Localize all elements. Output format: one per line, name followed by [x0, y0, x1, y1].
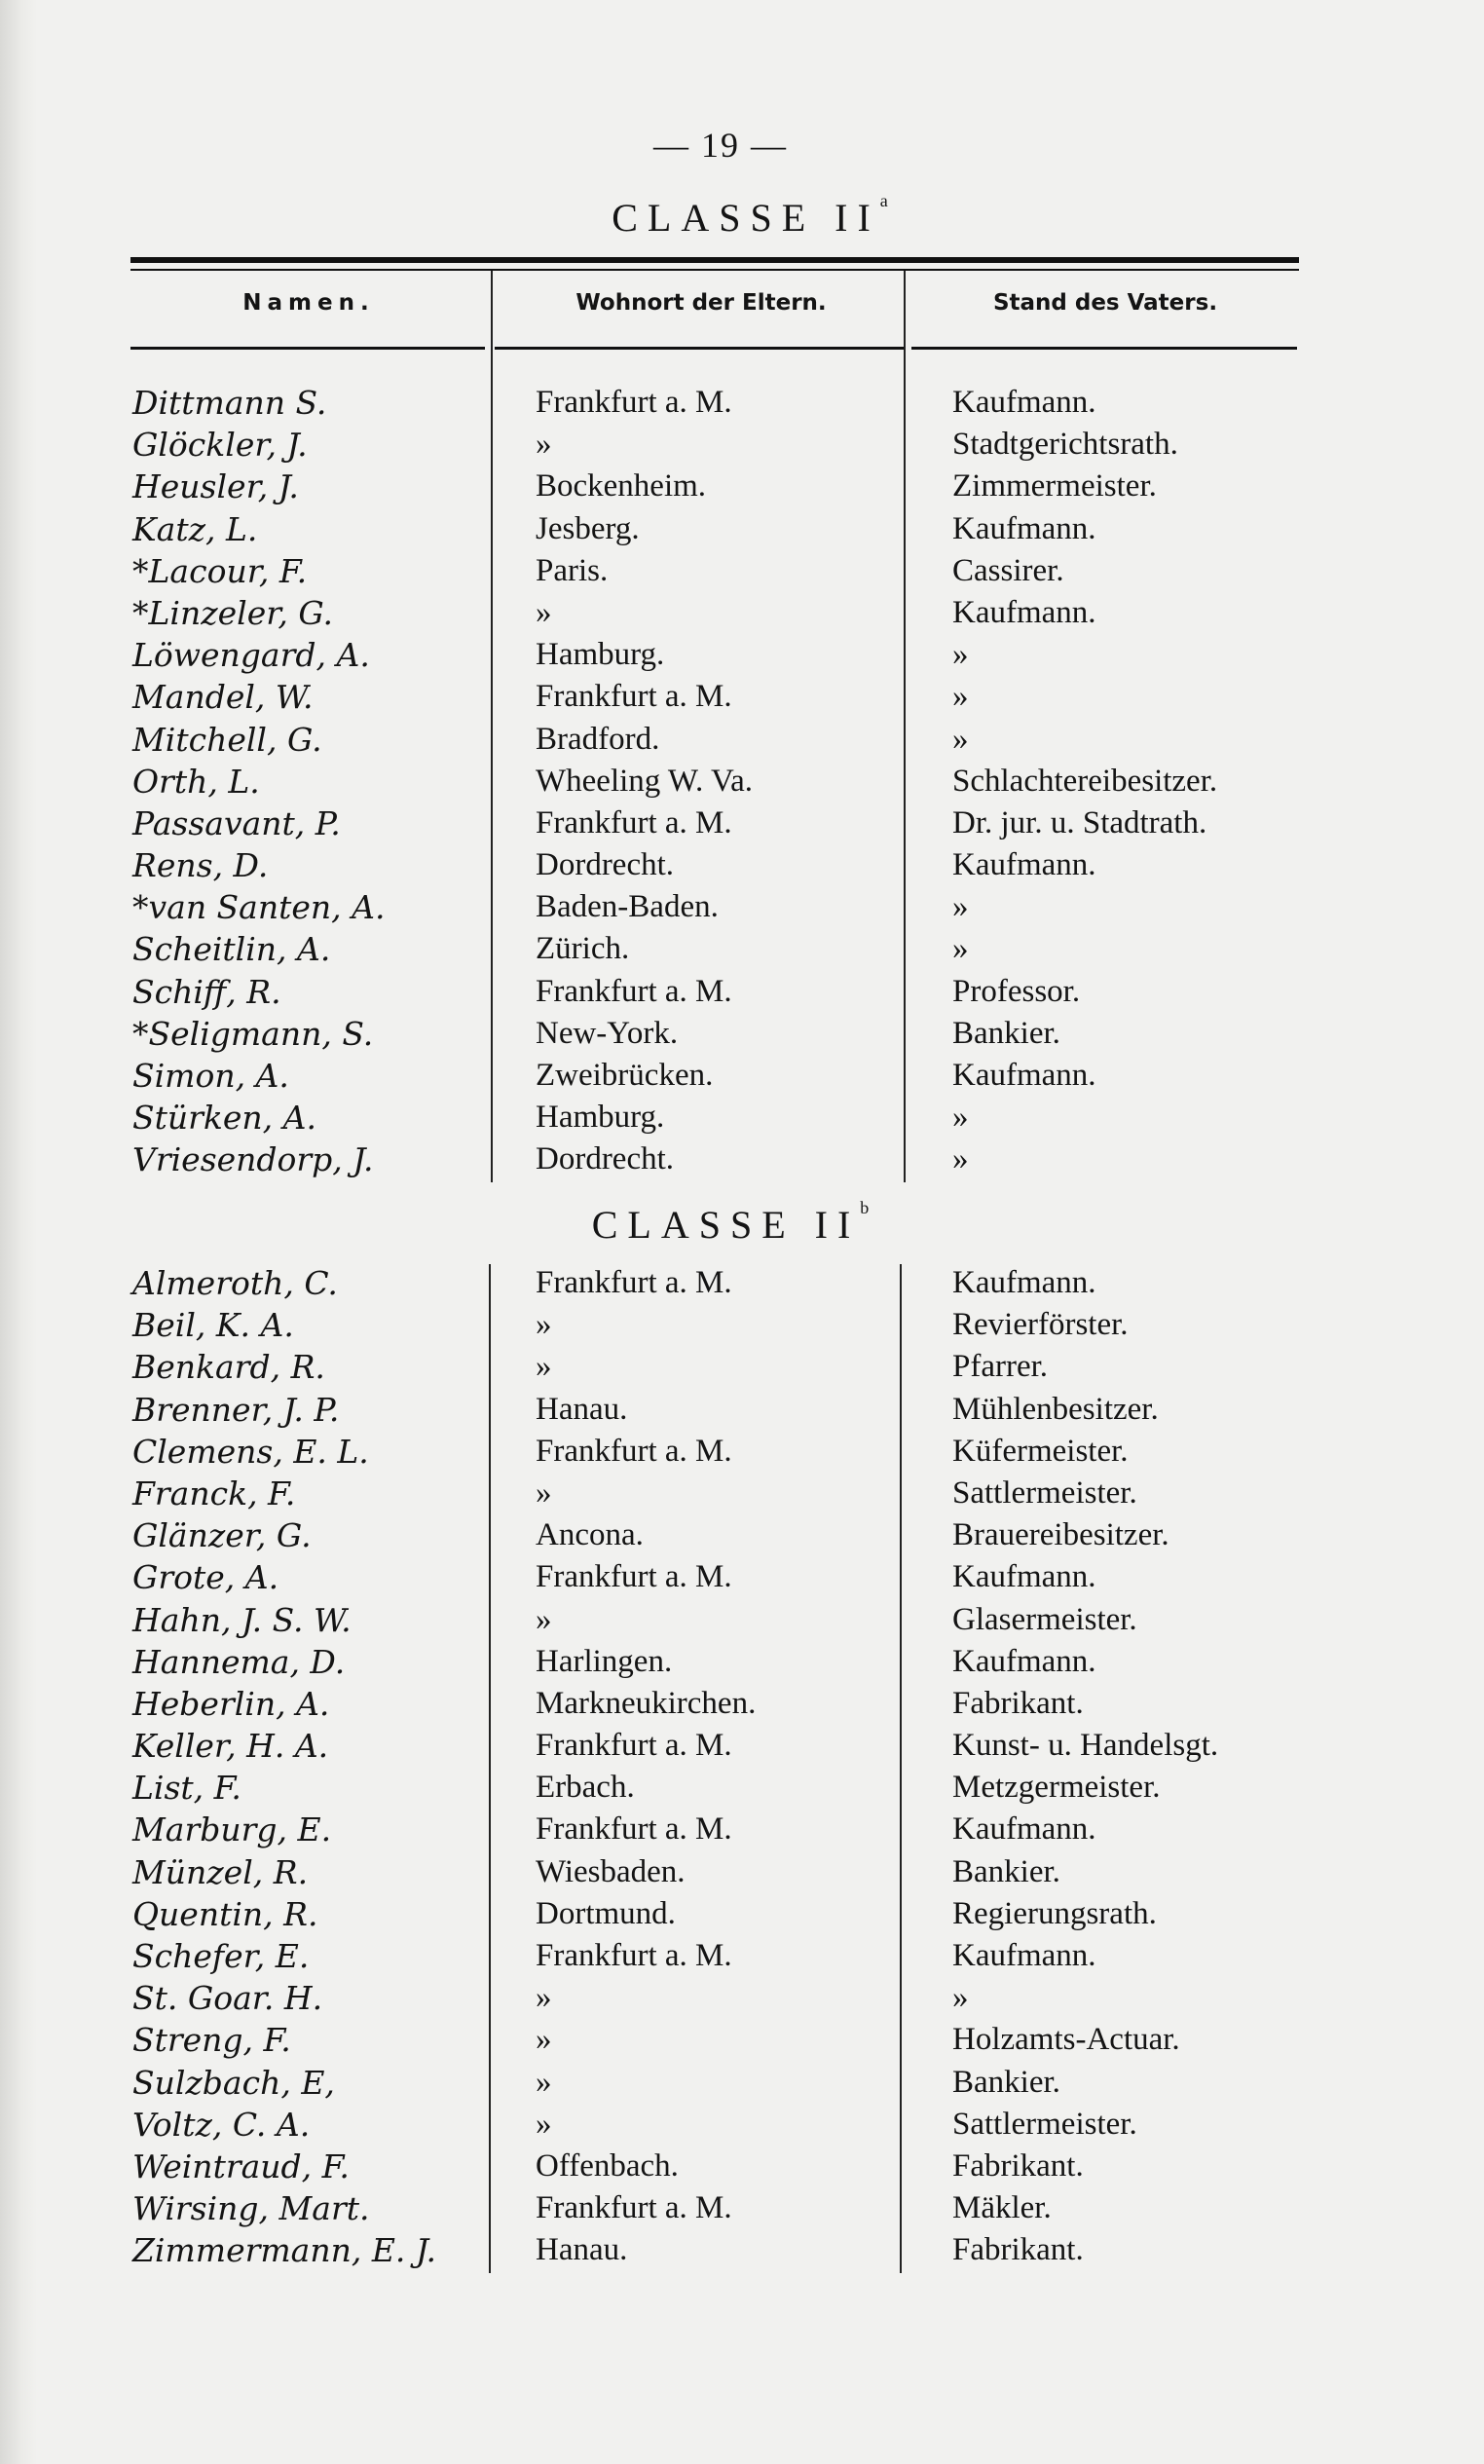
father-occupation: Sattlermeister.	[952, 2106, 1137, 2142]
parents-residence: »	[536, 2064, 552, 2100]
student-name: Franck, F.	[132, 1474, 296, 1512]
table-row	[0, 2062, 1484, 2104]
parents-residence: »	[536, 427, 552, 463]
table-row	[0, 1977, 1484, 2019]
parents-residence: Frankfurt a. M.	[536, 1728, 732, 1764]
section-title-classe-iia	[545, 191, 954, 241]
parents-residence: »	[536, 2022, 552, 2058]
father-occupation: Kaufmann.	[952, 1643, 1096, 1679]
parents-residence: Markneukirchen.	[536, 1685, 757, 1721]
student-name: Keller, H. A.	[132, 1727, 329, 1766]
student-name: Schefer, E.	[132, 1937, 310, 1975]
table-row	[0, 1556, 1484, 1598]
student-name: Schiff, R.	[132, 972, 281, 1011]
table-row	[0, 2229, 1484, 2271]
student-name: Münzel, R.	[132, 1852, 309, 1891]
student-name: List, F.	[132, 1769, 241, 1808]
student-name: Scheitlin, A.	[132, 930, 331, 969]
father-occupation: »	[952, 931, 969, 967]
student-name: Heberlin, A.	[132, 1684, 330, 1723]
parents-residence: Wheeling W. Va.	[536, 763, 754, 799]
parents-residence: Frankfurt a. M.	[536, 2190, 732, 2226]
parents-residence: Hanau.	[536, 2232, 628, 2268]
student-name: Stürken, A.	[132, 1099, 316, 1138]
father-occupation: Kaufmann.	[952, 1559, 1096, 1595]
student-name: *Seligmann, S.	[132, 1014, 374, 1053]
father-occupation: Dr. jur. u. Stadtrath.	[952, 804, 1207, 840]
parents-residence: Frankfurt a. M.	[536, 973, 732, 1009]
table-row	[0, 886, 1484, 928]
table-row	[0, 1262, 1484, 1304]
student-name: Sulzbach, E,	[132, 2063, 335, 2102]
parents-residence: Frankfurt a. M.	[536, 1811, 732, 1848]
column-header-namen: Namen.	[242, 290, 375, 316]
table-row	[0, 1514, 1484, 1556]
table-row	[0, 1683, 1484, 1725]
father-occupation: »	[952, 889, 969, 925]
section-title-suffix: a	[879, 191, 888, 210]
table-row	[0, 1935, 1484, 1977]
student-name: Zimmermann, E. J.	[132, 2231, 437, 2270]
table-row	[0, 1473, 1484, 1514]
parents-residence: Frankfurt a. M.	[536, 1559, 732, 1595]
student-name: Löwengard, A.	[132, 636, 370, 675]
father-occupation: »	[952, 1980, 969, 2016]
father-occupation: Regierungsrath.	[952, 1895, 1157, 1931]
table-row	[0, 424, 1484, 466]
student-name: Dittmann S.	[132, 384, 327, 422]
parents-residence: Offenbach.	[536, 2147, 679, 2184]
table-row	[0, 2104, 1484, 2146]
student-name: Glöckler, J.	[132, 426, 308, 465]
table-row	[0, 1055, 1484, 1097]
father-occupation: Schlachtereibesitzer.	[952, 763, 1218, 799]
parents-residence: »	[536, 1307, 552, 1343]
section-title-classe-iib	[526, 1198, 935, 1248]
father-occupation: »	[952, 637, 969, 673]
father-occupation: Pfarrer.	[952, 1349, 1049, 1385]
table-row	[0, 1139, 1484, 1180]
father-occupation: Mühlenbesitzer.	[952, 1391, 1159, 1427]
parents-residence: Dordrecht.	[536, 1141, 675, 1177]
parents-residence: New-York.	[536, 1015, 679, 1051]
father-occupation: Stadtgerichtsrath.	[952, 427, 1178, 463]
parents-residence: »	[536, 1980, 552, 2016]
student-name: Hannema, D.	[132, 1642, 346, 1681]
student-name: *Linzeler, G.	[132, 593, 334, 632]
student-name: Quentin, R.	[132, 1894, 318, 1933]
table-row	[0, 634, 1484, 676]
father-occupation: Kaufmann.	[952, 1938, 1096, 1973]
student-name: Benkard, R.	[132, 1348, 325, 1387]
father-occupation: Kaufmann.	[952, 594, 1096, 630]
father-occupation: Holzamts-Actuar.	[952, 2022, 1180, 2058]
parents-residence: Dortmund.	[536, 1895, 676, 1931]
parents-residence: »	[536, 1601, 552, 1637]
table-row	[0, 508, 1484, 550]
parents-residence: Hamburg.	[536, 1100, 665, 1136]
parents-residence: Hamburg.	[536, 637, 665, 673]
student-name: Marburg, E.	[132, 1811, 332, 1849]
table-body-classe-iib	[0, 1262, 1484, 2272]
section-title-text: CLASSE II	[612, 196, 880, 240]
father-occupation: Bankier.	[952, 1015, 1060, 1051]
table-row	[0, 2019, 1484, 2061]
father-occupation: Brauereibesitzer.	[952, 1517, 1169, 1553]
table-row	[0, 1346, 1484, 1388]
table-row	[0, 466, 1484, 507]
father-occupation: Revierförster.	[952, 1307, 1129, 1343]
table-row	[0, 592, 1484, 634]
table-row	[0, 2146, 1484, 2187]
student-name: Streng, F.	[132, 2021, 291, 2060]
table-row	[0, 382, 1484, 424]
table-row	[0, 1389, 1484, 1431]
father-occupation: Fabrikant.	[952, 2232, 1084, 2268]
table-row	[0, 550, 1484, 592]
table-row	[0, 844, 1484, 886]
table-row	[0, 1097, 1484, 1139]
student-name: Rens, D.	[132, 846, 269, 885]
header-divider	[495, 347, 904, 350]
table-row	[0, 928, 1484, 970]
table-row	[0, 719, 1484, 761]
parents-residence: Frankfurt a. M.	[536, 1265, 732, 1300]
parents-residence: »	[536, 1349, 552, 1385]
table-row	[0, 1431, 1484, 1473]
parents-residence: »	[536, 2106, 552, 2142]
father-occupation: Küfermeister.	[952, 1433, 1129, 1469]
student-name: Hahn, J. S. W.	[132, 1600, 352, 1639]
student-name: Mitchell, G.	[132, 720, 322, 759]
parents-residence: Zürich.	[536, 931, 630, 967]
header-divider	[911, 347, 1297, 350]
table-row	[0, 1851, 1484, 1893]
section-title-suffix: b	[860, 1198, 870, 1217]
father-occupation: Kaufmann.	[952, 510, 1096, 546]
student-name: Brenner, J. P.	[132, 1390, 340, 1429]
father-occupation: Bankier.	[952, 2064, 1060, 2100]
student-name: Orth, L.	[132, 762, 260, 801]
student-name: *van Santen, A.	[132, 888, 386, 927]
father-occupation: Fabrikant.	[952, 2147, 1084, 2184]
father-occupation: Bankier.	[952, 1853, 1060, 1889]
table-row	[0, 971, 1484, 1013]
student-name: Almeroth, C.	[132, 1264, 338, 1302]
parents-residence: Erbach.	[536, 1770, 635, 1806]
column-header-wohnort: Wohnort der Eltern.	[575, 290, 827, 316]
father-occupation: Kunst- u. Handelsgt.	[952, 1728, 1219, 1764]
table-row	[0, 803, 1484, 844]
table-row	[0, 1767, 1484, 1809]
parents-residence: Wiesbaden.	[536, 1853, 686, 1889]
father-occupation: Kaufmann.	[952, 847, 1096, 883]
parents-residence: Frankfurt a. M.	[536, 1433, 732, 1469]
student-name: Wirsing, Mart.	[132, 2189, 370, 2228]
father-occupation: Fabrikant.	[952, 1685, 1084, 1721]
student-name: Glänzer, G.	[132, 1516, 312, 1555]
father-occupation: »	[952, 1100, 969, 1136]
father-occupation: »	[952, 679, 969, 715]
table-body-classe-iia	[0, 382, 1484, 1181]
father-occupation: Metzgermeister.	[952, 1770, 1161, 1806]
section-title-text: CLASSE II	[591, 1203, 861, 1247]
parents-residence: Harlingen.	[536, 1643, 673, 1679]
table-row	[0, 1893, 1484, 1935]
parents-residence: »	[536, 1475, 552, 1511]
father-occupation: Sattlermeister.	[952, 1475, 1137, 1511]
father-occupation: Kaufmann.	[952, 385, 1096, 420]
table-row	[0, 1641, 1484, 1683]
table-row	[0, 1809, 1484, 1850]
parents-residence: Bockenheim.	[536, 468, 707, 504]
student-name: Grote, A.	[132, 1558, 279, 1597]
student-name: *Lacour, F.	[132, 551, 308, 590]
table-top-rule	[130, 257, 1299, 263]
father-occupation: Zimmermeister.	[952, 468, 1157, 504]
table-row	[0, 1599, 1484, 1641]
student-name: Voltz, C. A.	[132, 2105, 311, 2144]
parents-residence: Frankfurt a. M.	[536, 679, 732, 715]
parents-residence: Paris.	[536, 552, 609, 588]
parents-residence: Bradford.	[536, 721, 660, 757]
parents-residence: Frankfurt a. M.	[536, 804, 732, 840]
parents-residence: Baden-Baden.	[536, 889, 719, 925]
parents-residence: Hanau.	[536, 1391, 628, 1427]
father-occupation: Cassirer.	[952, 552, 1064, 588]
parents-residence: »	[536, 594, 552, 630]
parents-residence: Zweibrücken.	[536, 1058, 714, 1093]
student-name: Mandel, W.	[132, 678, 314, 717]
student-name: Katz, L.	[132, 509, 258, 548]
father-occupation: Kaufmann.	[952, 1811, 1096, 1848]
table-row	[0, 1013, 1484, 1055]
table-row	[0, 1725, 1484, 1767]
father-occupation: Kaufmann.	[952, 1265, 1096, 1300]
table-row	[0, 1304, 1484, 1346]
table-row	[0, 2187, 1484, 2229]
student-name: St. Goar. H.	[132, 1979, 323, 2018]
table-row	[0, 676, 1484, 718]
page-number: — 19 —	[653, 126, 788, 165]
father-occupation: Mäkler.	[952, 2190, 1052, 2226]
student-name: Simon, A.	[132, 1057, 289, 1095]
parents-residence: Frankfurt a. M.	[536, 1938, 732, 1973]
parents-residence: Frankfurt a. M.	[536, 385, 732, 420]
header-divider	[130, 347, 485, 350]
parents-residence: Ancona.	[536, 1517, 644, 1553]
father-occupation: Professor.	[952, 973, 1081, 1009]
student-name: Clemens, E. L.	[132, 1432, 369, 1471]
student-name: Beil, K. A.	[132, 1306, 294, 1345]
table-top-rule-thin	[130, 269, 1299, 271]
father-occupation: »	[952, 1141, 969, 1177]
student-name: Heusler, J.	[132, 467, 299, 506]
column-header-stand: Stand des Vaters.	[992, 290, 1218, 316]
student-name: Vriesendorp, J.	[132, 1140, 374, 1179]
parents-residence: Dordrecht.	[536, 847, 675, 883]
father-occupation: Kaufmann.	[952, 1058, 1096, 1093]
student-name: Weintraud, F.	[132, 2147, 350, 2185]
student-name: Passavant, P.	[132, 803, 341, 842]
parents-residence: Jesberg.	[536, 510, 640, 546]
table-row	[0, 761, 1484, 803]
father-occupation: Glasermeister.	[952, 1601, 1137, 1637]
father-occupation: »	[952, 721, 969, 757]
